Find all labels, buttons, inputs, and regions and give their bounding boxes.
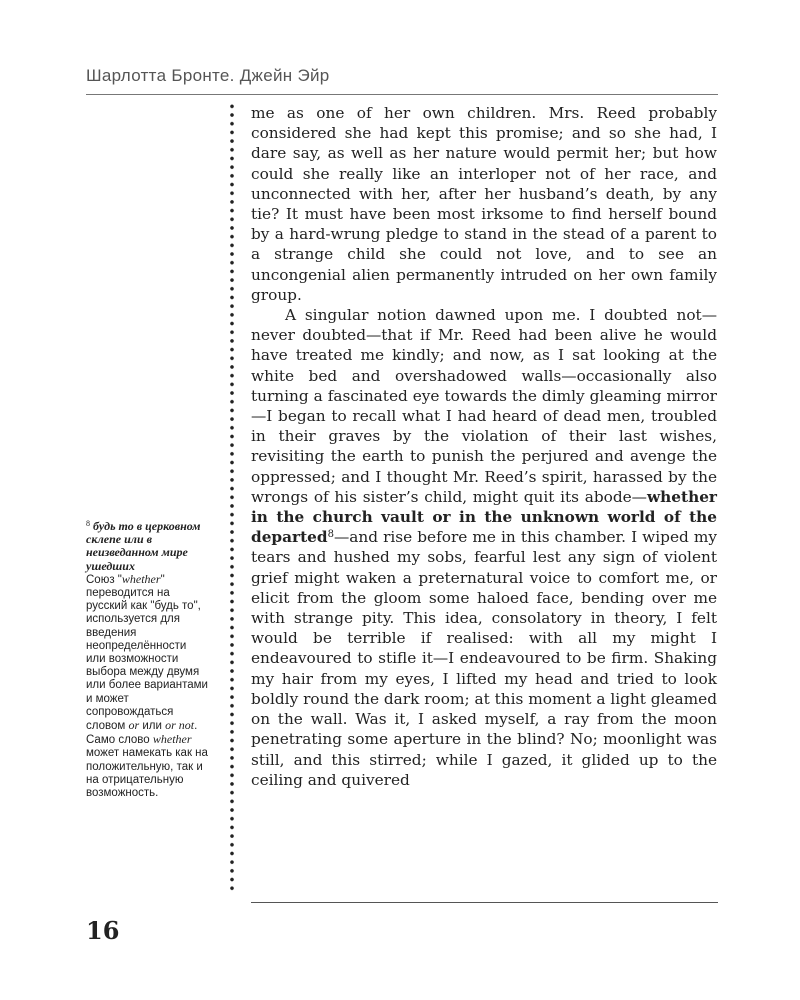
footnote	[86, 520, 208, 800]
main-text	[251, 103, 717, 790]
paragraph-2-text-a: A singular notion dawned upon me. I doubted not—never doubted—that if Mr. Reed had been alive he would have treated me kindly; and now, as I sat looking at the white bed and overshadowed walls—occasionally also turning a fascinated eye towards the dimly gleaming mirror—I began to recall what I had heard of dead men, troubled in their graves by the violation of their last wishes, revisiting the earth to punish the perjured and avenge the oppressed; and I thought Mr. Reed’s spirit, harassed by the wrongs of his sister’s child, might quit its abode—	[251, 306, 717, 506]
footnote-marker[interactable]: 8	[327, 529, 334, 541]
page-number: 16	[86, 916, 120, 945]
footnote-text: " переводится на русский как "будь то", используется для введения неопределённости или возможности выбора между двумя или более вариантами и может сопровождаться словом	[86, 573, 208, 733]
footnote-title	[86, 520, 208, 573]
footnote-text: . Само слово	[86, 720, 198, 747]
header-rule	[86, 94, 718, 95]
footnote-text: или	[139, 720, 166, 733]
footnote-translation: будь то в церковном склепе или в неизведанном мире ушедших	[86, 519, 201, 573]
footnote-body	[86, 573, 208, 800]
paragraph-2	[251, 305, 717, 790]
footnote-text: Союз "	[86, 573, 122, 586]
footnote-term: or	[128, 718, 140, 733]
bottom-rule	[251, 902, 718, 903]
footnote-term: or not	[165, 718, 195, 733]
paragraph-2-text-b: —and rise before me in this chamber. I wiped my tears and hushed my sobs, fearful lest any sign of violent grief might waken a preternatural voice to comfort me, or elicit from the gloom some haloed face, bending over me with strange pity. This idea, consolatory in theory, I felt would be terrible if realised: with all my might I endeavoured to stifle it—I endeavoured to be firm. Shaking my hair from my eyes, I lifted my head and tried to look boldly round the dark room; at this moment a light gleamed on the wall. Was it, I asked myself, a ray from the moon penetrating some aperture in the blind? No; moonlight was still, and this stirred; while I gazed, it glided up to the ceiling and quivered	[251, 528, 717, 789]
footnote-text: может намекать как на положительную, так и на отрицательную возможность.	[86, 747, 208, 800]
running-header: Шарлотта Бронте. Джейн Эйр	[86, 66, 330, 85]
dotted-divider	[228, 102, 236, 892]
footnote-term: whether	[152, 732, 192, 747]
paragraph-1: me as one of her own children. Mrs. Reed probably considered she had kept this promise; and so she had, I dare say, as well as her nature would permit her; but how could she really like an interloper not of her race, and unconnected with her, after her husband’s death, by any tie? It must have been most irksome to find herself bound by a hard-wrung pledge to stand in the stead of a parent to a strange child she could not love, and to see an uncongenial alien permanently intruded on her own family group.	[251, 104, 717, 304]
footnote-term: whether	[121, 571, 161, 586]
footnote-number: 8	[86, 519, 90, 528]
glossed-phrase: whether in the church vault or in the unknown world of the departed	[251, 487, 717, 547]
